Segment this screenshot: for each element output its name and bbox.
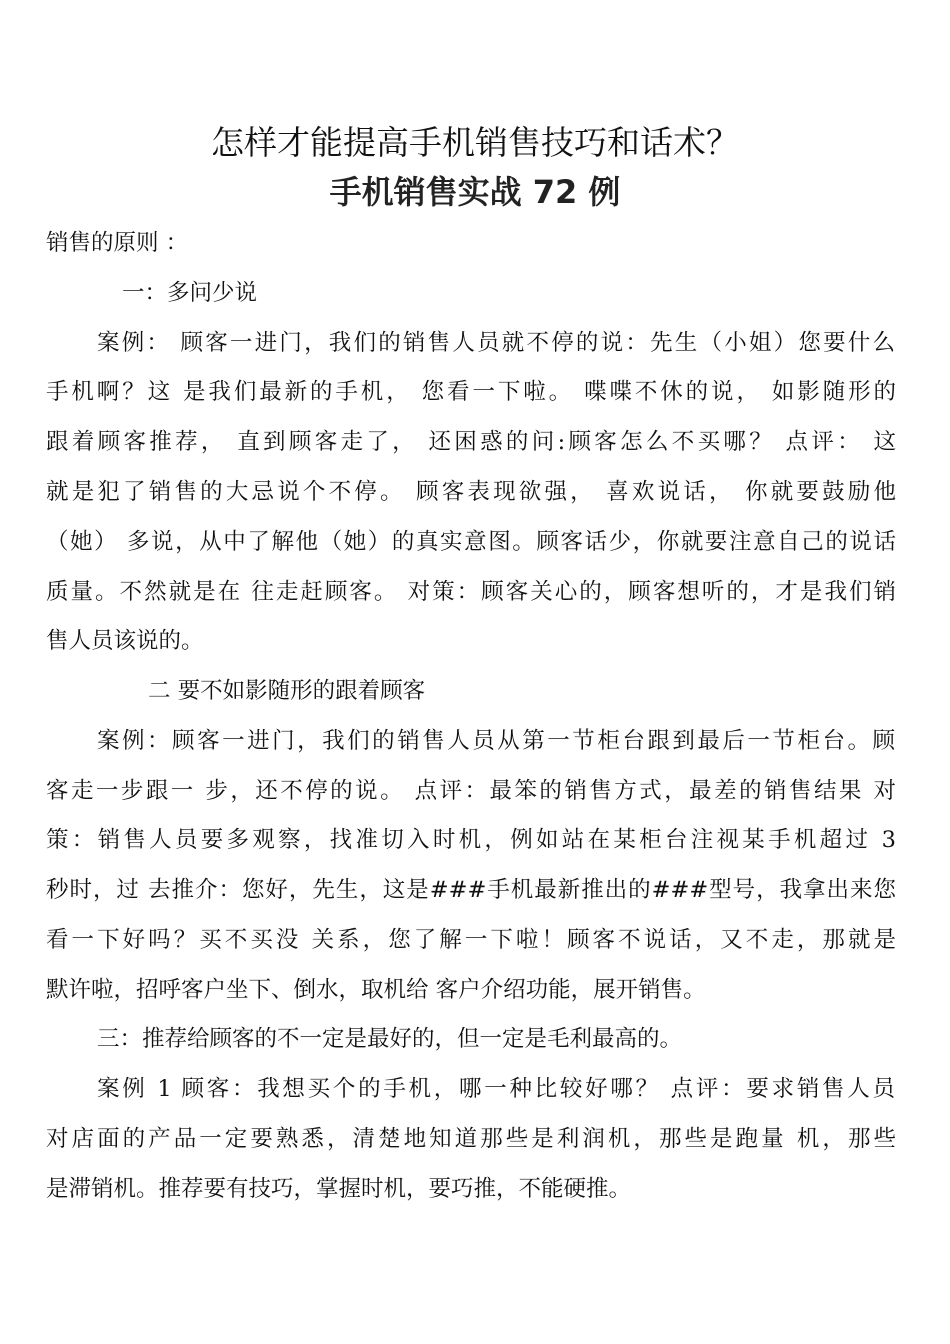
heading-principle-1: 一：多问少说 (122, 280, 258, 306)
paragraph-line: 质量。不然就是在 往走赶顾客。 对策：顾客关心的，顾客想听的，才是我们销 (46, 579, 896, 605)
paragraph-line: 就是犯了销售的大忌说个不停。 顾客表现欲强， 喜欢说话， 你就要鼓励他 (46, 479, 896, 505)
paragraph-line: 客走一步跟一 步，还不停的说。 点评：最笨的销售方式，最差的销售结果 对 (46, 778, 896, 804)
paragraph-line: 策：销售人员要多观察，找准切入时机，例如站在某柜台注视某手机超过 3 (46, 827, 896, 853)
paragraph-line: 售人员该说的。 (46, 628, 204, 654)
paragraph-line: 默许啦，招呼客户坐下、倒水，取机给 客户介绍功能，展开销售。 (46, 977, 706, 1003)
paragraph-line: 案例：顾客一进门，我们的销售人员从第一节柜台跟到最后一节柜台。顾 (97, 728, 895, 754)
section-label-principles: 销售的原则 ： (46, 230, 189, 256)
paragraph-line: 跟着顾客推荐， 直到顾客走了， 还困惑的问:顾客怎么不买哪？ 点评： 这 (46, 429, 896, 455)
paragraph-line: 是滞销机。推荐要有技巧，掌握时机，要巧推，不能硬推。 (46, 1176, 632, 1202)
paragraph-line: 秒时，过 去推介：您好，先生，这是###手机最新推出的###型号，我拿出来您 (46, 877, 896, 903)
paragraph-line: 看一下好吗？买不买没 关系，您了解一下啦！顾客不说话，又不走，那就是 (46, 927, 896, 953)
heading-principle-2: 二 要不如影随形的跟着顾客 (148, 678, 426, 704)
document-subtitle: 手机销售实战 72 例 (329, 173, 621, 211)
heading-principle-3: 三：推荐给顾客的不一定是最好的，但一定是毛利最高的。 (97, 1026, 683, 1052)
paragraph-line: 案例： 顾客一进门，我们的销售人员就不停的说：先生（小姐）您要什么 (97, 330, 895, 356)
paragraph-line: 案例 1 顾客：我想买个的手机，哪一种比较好哪？ 点评：要求销售人员 (97, 1076, 895, 1102)
paragraph-line: 对店面的产品一定要熟悉，清楚地知道那些是利润机，那些是跑量 机，那些 (46, 1126, 896, 1152)
document-title: 怎样才能提高手机销售技巧和话术？ (211, 123, 739, 162)
paragraph-line: 手机啊？这 是我们最新的手机， 您看一下啦。 喋喋不休的说， 如影随形的 (46, 379, 896, 405)
paragraph-line: （她） 多说，从中了解他（她）的真实意图。顾客话少，你就要注意自己的说话 (46, 529, 896, 555)
